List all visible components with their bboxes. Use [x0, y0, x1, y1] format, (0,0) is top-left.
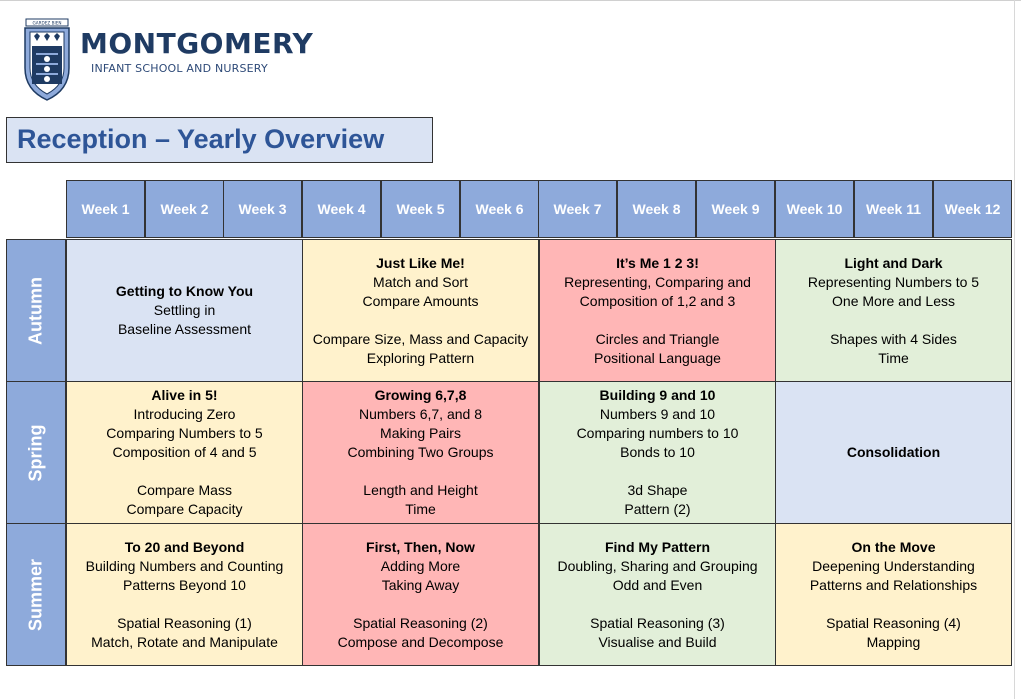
topic-line: Time: [878, 349, 909, 366]
week-header: Week 10: [775, 180, 854, 238]
topic-line: Time: [405, 501, 436, 517]
topic-title: Growing 6,7,8: [374, 387, 467, 403]
page-title-box: [6, 117, 433, 163]
topic-block: [66, 381, 303, 524]
topic-line: Doubling, Sharing and Grouping: [557, 557, 758, 574]
week-header-row: [66, 180, 1012, 238]
season-label-cell: [6, 239, 66, 382]
topic-title: Building 9 and 10: [599, 387, 716, 403]
week-header: Week 12: [933, 180, 1012, 238]
topic-line: Composition of 1,2 and 3: [579, 292, 736, 309]
week-header: Week 5: [381, 180, 460, 238]
topic-line: Patterns and Relationships: [809, 576, 978, 593]
topic-block: [302, 239, 539, 382]
topic-line: Composition of 4 and 5: [112, 444, 257, 460]
topic-line: Comparing Numbers to 5: [106, 425, 263, 441]
topic-line: Compose and Decompose: [337, 633, 504, 650]
season-label-cell: [6, 381, 66, 524]
topic-line: Exploring Pattern: [366, 349, 475, 366]
season-label-cell: [6, 523, 66, 666]
week-header: Week 9: [696, 180, 775, 238]
topic-line: One More and Less: [832, 292, 955, 309]
topic-line: Making Pairs: [380, 425, 461, 441]
week-header: Week 4: [302, 180, 381, 238]
week-header: Week 1: [66, 180, 145, 238]
topic-line: Spatial Reasoning (2): [353, 614, 488, 631]
topic-line: Patterns Beyond 10: [123, 576, 246, 593]
week-header: Week 8: [617, 180, 696, 238]
topic-title: Consolidation: [846, 444, 941, 460]
topic-line: Introducing Zero: [133, 406, 236, 422]
topic-line: Visualise and Build: [598, 633, 717, 650]
week-header: Week 11: [854, 180, 933, 238]
week-header: Week 7: [538, 180, 617, 238]
topic-line: Positional Language: [594, 349, 721, 366]
season-name: Spring: [25, 424, 46, 481]
topic-line: Compare Size, Mass and Capacity: [312, 330, 529, 347]
topic-title: Just Like Me!: [376, 254, 465, 271]
topic-line: Spatial Reasoning (1): [117, 614, 252, 631]
school-name: MONTGOMERY: [80, 27, 314, 60]
topic-line: Odd and Even: [612, 576, 703, 593]
topic-title: It’s Me 1 2 3!: [616, 254, 699, 271]
topic-line: Compare Mass: [137, 482, 232, 498]
svg-text:GARDEZ BIEN: GARDEZ BIEN: [32, 20, 62, 26]
topic-line: Length and Height: [363, 482, 478, 498]
topic-title: On the Move: [851, 538, 936, 555]
topic-title: Getting to Know You: [115, 283, 254, 299]
topic-line: Spatial Reasoning (3): [590, 614, 725, 631]
topic-line: Settling in: [153, 302, 216, 318]
topic-line: Representing Numbers to 5: [807, 273, 980, 290]
topic-line: Pattern (2): [624, 501, 691, 517]
topic-line: Shapes with 4 Sides: [830, 330, 957, 347]
topic-title: Light and Dark: [844, 254, 943, 271]
topic-title: First, Then, Now: [366, 538, 475, 555]
topic-line: Representing, Comparing and: [564, 273, 751, 290]
school-crest-icon: [22, 18, 72, 102]
topic-line: Building Numbers and Counting: [85, 557, 284, 574]
topic-line: Circles and Triangle: [595, 330, 720, 347]
topic-line: 3d Shape: [627, 482, 688, 498]
topic-block: [775, 523, 1012, 666]
topic-block: [775, 381, 1012, 524]
topic-line: Numbers 6,7, and 8: [359, 406, 482, 422]
topic-line: Compare Amounts: [362, 292, 479, 309]
topic-line: Adding More: [380, 557, 461, 574]
season-name: Autumn: [25, 276, 46, 345]
right-border: [1014, 0, 1015, 699]
topic-block: [66, 239, 303, 382]
topic-line: Spatial Reasoning (4): [826, 614, 961, 631]
topic-block: [539, 381, 776, 524]
topic-line: Compare Capacity: [126, 501, 243, 517]
page-title: Reception – Yearly Overview: [17, 124, 385, 154]
topic-title: Find My Pattern: [604, 538, 710, 555]
topic-line: Numbers 9 and 10: [599, 406, 716, 422]
topic-title: To 20 and Beyond: [124, 538, 245, 555]
school-subtitle: INFANT SCHOOL AND NURSERY: [91, 62, 268, 75]
topic-block: [302, 381, 539, 524]
topic-line: Taking Away: [381, 576, 460, 593]
week-header: Week 6: [460, 180, 539, 238]
topic-line: Match, Rotate and Manipulate: [91, 633, 278, 650]
topic-block: [539, 523, 776, 666]
top-border: [0, 0, 1021, 1]
topic-title: Alive in 5!: [151, 387, 218, 403]
season-name: Summer: [25, 558, 46, 631]
topic-block: [539, 239, 776, 382]
topic-line: Mapping: [866, 633, 921, 650]
topic-line: Combining Two Groups: [347, 444, 494, 460]
topic-line: Deepening Understanding: [812, 557, 975, 574]
topic-line: Baseline Assessment: [117, 321, 252, 337]
week-header: Week 3: [223, 180, 302, 238]
topic-block: [302, 523, 539, 666]
topic-line: Comparing numbers to 10: [576, 425, 739, 441]
topic-block: [66, 523, 303, 666]
topic-line: Match and Sort: [373, 273, 468, 290]
topic-line: Bonds to 10: [620, 444, 695, 460]
topic-block: [775, 239, 1012, 382]
week-header: Week 2: [145, 180, 224, 238]
